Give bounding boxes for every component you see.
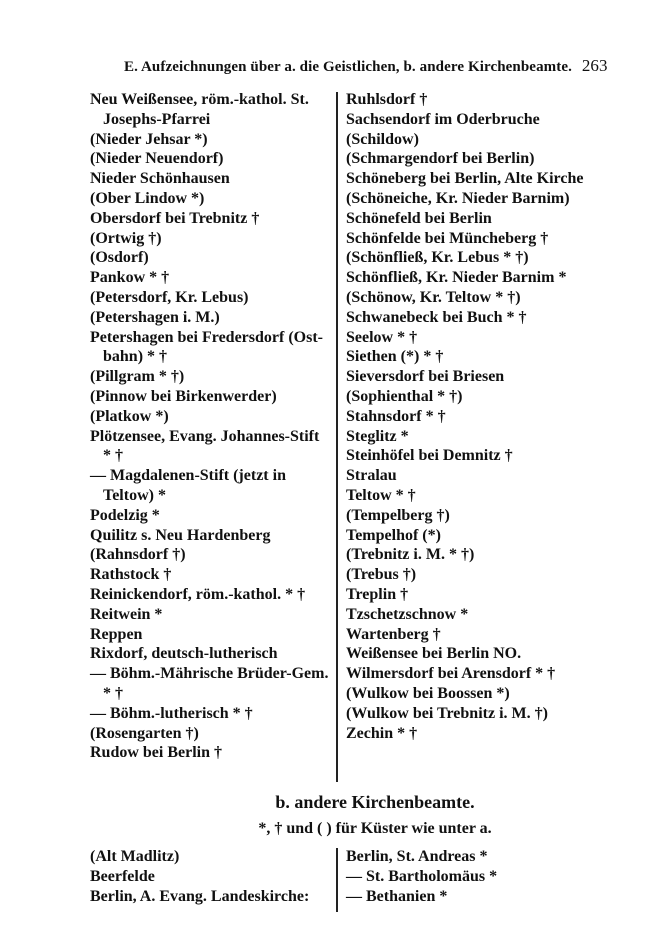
list-item: Steglitz * — [346, 427, 409, 445]
list-item: Schöneberg bei Berlin, Alte Kirche — [346, 170, 584, 188]
list-item: (Rosengarten †) — [90, 724, 199, 742]
list-item: — Bethanien * — [346, 888, 448, 905]
list-item: (Schöneiche, Kr. Nieder Barnim) — [346, 189, 570, 207]
list-item: Steinhöfel bei Demnitz † — [346, 447, 513, 465]
list-item: (Trebus †) — [346, 566, 417, 584]
list-item: (Ortwig †) — [90, 229, 162, 247]
list-item: Tzschetzschnow * — [346, 605, 469, 623]
list-item: Reppen — [90, 625, 143, 643]
list-item: Treplin † — [346, 585, 409, 603]
list-item: Rudow bei Berlin † — [90, 744, 223, 762]
list-item: Wilmersdorf bei Arensdorf * † — [346, 665, 556, 683]
list-item: Berlin, St. Andreas * — [346, 848, 488, 865]
list-item: (Schmargendorf bei Berlin) — [346, 150, 535, 168]
list-item: (Alt Madlitz) — [90, 848, 180, 865]
list-item: (Schönfließ, Kr. Lebus * †) — [346, 249, 529, 267]
list-item: (Trebnitz i. M. * †) — [346, 546, 475, 564]
column-divider — [336, 848, 338, 912]
left-column — [90, 90, 330, 763]
list-item: Schönefeld bei Berlin — [346, 209, 492, 227]
list-item: Weißensee bei Berlin NO. — [346, 645, 522, 663]
list-item: Wartenberg † — [346, 625, 441, 643]
list-item: (Nieder Jehsar *) — [90, 130, 208, 148]
list-item: Schwanebeck bei Buch * † — [346, 308, 527, 326]
list-item: Stahnsdorf * † — [346, 407, 446, 425]
list-item: Neu Weißensee, röm.-kathol. St. Josephs-Pfarrei — [90, 91, 309, 128]
list-item: Berlin, A. Evang. Landeskirche: — [90, 888, 310, 905]
list-item: (Ober Lindow *) — [90, 189, 205, 207]
list-item: Tempelhof (*) — [346, 526, 441, 544]
list-item: Nieder Schönhausen — [90, 170, 230, 188]
list-item: (Pinnow bei Birkenwerder) — [90, 387, 277, 405]
list-item: (Nieder Neuendorf) — [90, 150, 224, 168]
list-item: (Osdorf) — [90, 249, 149, 267]
column-divider — [336, 92, 338, 782]
list-item: (Wulkow bei Trebnitz i. M. †) — [346, 704, 548, 722]
list-item: Schönfließ, Kr. Nieder Barnim * — [346, 269, 567, 287]
list-item: Siethen (*) * † — [346, 348, 444, 366]
list-item: Schönfelde bei Müncheberg † — [346, 229, 549, 247]
list-item: Reinickendorf, röm.-kathol. * † — [90, 585, 306, 603]
list-item: Petershagen bei Fredersdorf (Ost-bahn) * † — [90, 328, 323, 366]
list-item: Podelzig * — [90, 506, 160, 524]
list-item: Rathstock † — [90, 566, 172, 584]
list-item: — St. Bartholomäus * — [346, 868, 498, 885]
list-item: Seelow * † — [346, 328, 418, 346]
list-item: Sachsendorf im Oderbruche — [346, 110, 540, 128]
list-item: — Böhm.-Mährische Brüder-Gem. * † — [90, 665, 329, 702]
list-item: Rixdorf, deutsch-lutherisch — [90, 645, 278, 663]
list-item: Sieversdorf bei Briesen — [346, 368, 505, 386]
list-item: Teltow * † — [346, 486, 416, 504]
list-item: Ruhlsdorf † — [346, 91, 428, 108]
list-item: — Magdalenen-Stift (jetzt in Teltow) * — [90, 467, 286, 504]
right-column — [346, 90, 606, 743]
list-item: (Rahnsdorf †) — [90, 546, 186, 564]
list-item: (Platkow *) — [90, 407, 169, 425]
list-item: Plötzensee, Evang. Johannes-Stift * † — [90, 427, 320, 465]
list-item: (Petershagen i. M.) — [90, 308, 220, 326]
list-item: (Schildow) — [346, 130, 419, 148]
running-header — [124, 56, 608, 76]
section-b-subtitle: *, † und ( ) für Küster wie unter a. — [258, 820, 492, 837]
list-item: — Böhm.-lutherisch * † — [90, 704, 253, 722]
list-item: Beerfelde — [90, 868, 155, 885]
section-b-left-column — [90, 847, 309, 907]
section-b-title: b. andere Kirchenbeamte. — [275, 792, 475, 812]
list-item: Obersdorf bei Trebnitz † — [90, 209, 260, 227]
section-b-right-column — [346, 847, 497, 907]
list-item: (Pillgram * †) — [90, 368, 185, 386]
header-title: E. Aufzeichnungen über a. die Geistlichen, b. andere Kirchenbeamte. — [124, 59, 572, 75]
list-item: (Wulkow bei Boossen *) — [346, 684, 510, 702]
list-item: (Schönow, Kr. Teltow * †) — [346, 288, 521, 306]
list-item: Reitwein * — [90, 605, 163, 623]
list-item: (Sophienthal * †) — [346, 387, 463, 405]
page-number: 263 — [581, 56, 608, 75]
list-item: Zechin * † — [346, 724, 418, 742]
list-item: (Petersdorf, Kr. Lebus) — [90, 288, 249, 306]
list-item: Quilitz s. Neu Hardenberg — [90, 526, 271, 544]
list-item: Pankow * † — [90, 269, 170, 287]
list-item: Stralau — [346, 467, 397, 485]
list-item: (Tempelberg †) — [346, 506, 450, 524]
